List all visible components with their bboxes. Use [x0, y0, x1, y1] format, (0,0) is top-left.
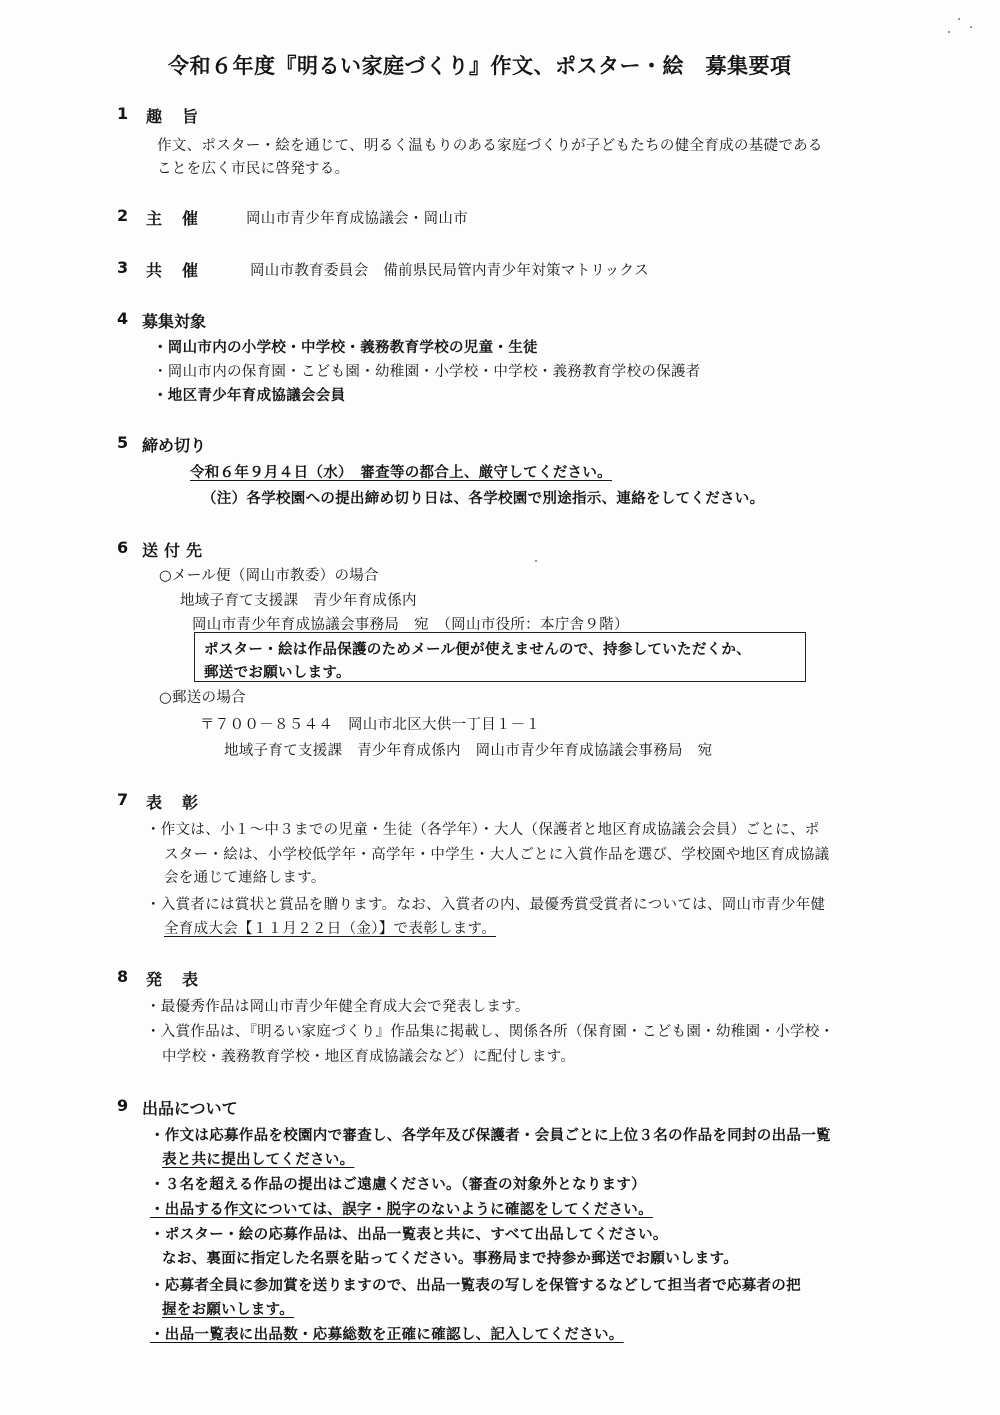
- section-8-line-3: 中学校・義務教育学校・地区育成協議会など）に配付します。: [162, 1049, 576, 1065]
- deadline-line: 令和６年９月４日（水） 審査等の都合上、厳守してください。: [190, 465, 612, 481]
- section-1-heading: 趣旨: [146, 107, 219, 126]
- section-9-line-9: ・出品一覧表に出品数・応募総数を正確に確認し、記入してください。: [150, 1327, 624, 1343]
- section-9-line-5: ・ポスター・絵の応募作品は、出品一覧表と共に、すべて出品してください。: [150, 1227, 668, 1243]
- section-4-line-3: ・地区青少年育成協議会会員: [153, 388, 346, 404]
- section-7-line-1: ・作文は、小１～中３までの児童・生徒（各学年）・大人（保護者と地区育成協議会会員）ごとに、ポ: [146, 822, 820, 838]
- section-5-heading: 締め切り: [142, 436, 207, 455]
- page-title: 令和６年度『明るい家庭づくり』作文、ポスター・絵 募集要項: [168, 54, 792, 78]
- section-6-number: 6: [117, 538, 129, 557]
- post-heading: ○郵送の場合: [159, 690, 246, 706]
- section-7-line-2: スター・絵は、小学校低学年・高学年・中学生・大人ごとに入賞作品を選び、学校園や地区育成協議: [164, 847, 830, 863]
- section-2-heading: 主催: [146, 209, 219, 228]
- notice-line-1: ポスター・絵は作品保護のためメール便が使えませんので、持参していただくか、: [204, 642, 752, 658]
- section-8-heading: 発表: [146, 970, 219, 989]
- section-5-number: 5: [117, 433, 129, 452]
- section-3-number: 3: [117, 258, 129, 277]
- scan-speck: [535, 560, 537, 562]
- mail-address: 岡山市青少年育成協議会事務局 宛 （岡山市役所：本庁舎９階）: [192, 617, 629, 633]
- section-8-number: 8: [117, 967, 129, 986]
- section-9-line-2: 表と共に提出してください。: [162, 1152, 355, 1168]
- section-6-heading: 送付先: [142, 541, 209, 560]
- scan-speck: [948, 31, 950, 33]
- section-9-line-8: 握をお願いします。: [162, 1302, 295, 1318]
- post-address: 〒７００－８５４４ 岡山市北区大供一丁目１－１: [200, 717, 541, 733]
- section-7-heading: 表彰: [146, 793, 219, 812]
- deadline-note: （注）各学校園への提出締め切り日は、各学校園で別途指示、連絡をしてください。: [202, 491, 765, 507]
- section-8-line-1: ・最優秀作品は岡山市青少年健全育成大会で発表します。: [146, 999, 530, 1015]
- section-2-number: 2: [117, 206, 129, 225]
- section-9-line-3: ・３名を超える作品の提出はご遠慮ください。（審査の対象外となります）: [150, 1177, 646, 1193]
- section-9-number: 9: [117, 1096, 129, 1115]
- section-4-heading: 募集対象: [142, 312, 207, 331]
- section-9-line-1: ・作文は応募作品を校園内で審査し、各学年及び保護者・会員ごとに上位３名の作品を同封の出品一覧: [150, 1128, 831, 1144]
- section-2-text: 岡山市青少年育成協議会・岡山市: [246, 211, 468, 227]
- mail-dept: 地域子育て支援課 青少年育成係内: [180, 593, 417, 609]
- section-4-line-2: ・岡山市内の保育園・こども園・幼稚園・小学校・中学校・義務教育学校の保護者: [153, 364, 701, 380]
- section-1-line-2: ことを広く市民に啓発する。: [157, 161, 350, 177]
- section-7-line-3: 会を通じて連絡します。: [164, 870, 326, 886]
- section-4-line-1: ・岡山市内の小学校・中学校・義務教育学校の児童・生徒: [153, 340, 538, 356]
- scan-speck: [970, 26, 972, 28]
- scan-speck: [958, 18, 960, 20]
- section-4-number: 4: [117, 309, 129, 328]
- section-7-line-4: ・入賞者には賞状と賞品を贈ります。なお、入賞者の内、最優秀賞受賞者については、岡山市青少年健: [146, 897, 826, 913]
- section-1-number: 1: [117, 104, 129, 123]
- notice-line-2: 郵送でお願いします。: [204, 665, 351, 681]
- section-9-line-4: ・出品する作文については、誤字・脱字のないように確認をしてください。: [150, 1202, 653, 1218]
- section-9-line-6: なお、裏面に指定した名票を貼ってください。事務局まで持参か郵送でお願いします。: [162, 1251, 739, 1267]
- section-3-text: 岡山市教育委員会 備前県民局管内青少年対策マトリックス: [250, 263, 649, 279]
- section-7-number: 7: [117, 790, 129, 809]
- section-1-line-1: 作文、ポスター・絵を通じて、明るく温もりのある家庭づくりが子どもたちの健全育成の基礎である: [157, 138, 823, 154]
- section-9-line-7: ・応募者全員に参加賞を送りますので、出品一覧表の写しを保管するなどして担当者で応募者の把: [150, 1278, 801, 1294]
- section-7-line-5: 全育成大会【１１月２２日（金）】で表彰します。: [164, 921, 496, 937]
- section-9-heading: 出品について: [142, 1099, 238, 1118]
- section-3-heading: 共催: [146, 261, 219, 280]
- section-8-line-2: ・入賞作品は、『明るい家庭づくり』作品集に掲載し、関係各所（保育園・こども園・幼稚園・小学校・: [146, 1024, 835, 1040]
- post-recipient: 地域子育て支援課 青少年育成係内 岡山市青少年育成協議会事務局 宛: [224, 743, 713, 759]
- mail-heading: ○メール便（岡山市教委）の場合: [159, 568, 379, 584]
